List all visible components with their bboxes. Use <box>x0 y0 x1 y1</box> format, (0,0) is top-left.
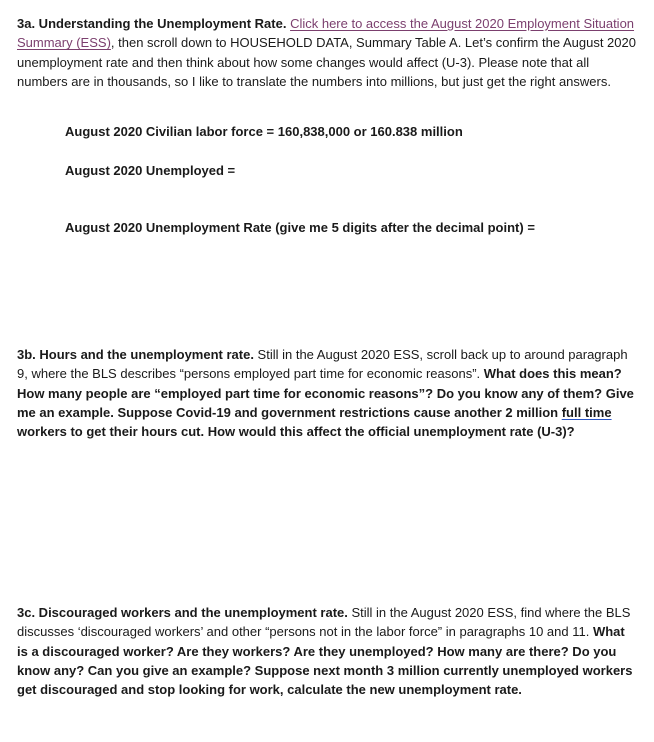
section-3c-questions: What is a discouraged worker? Are they workers? Are they unemployed? How many are there? Do you know any? Can you give an example? Suppose next month 3 million currently unemployed workers get discouraged and stop looking for work, calculate the new unemployment rate. <box>17 624 633 698</box>
full-time-underlined: full time <box>561 404 612 420</box>
section-3b-questions-2: workers to get their hours cut. How would this affect the official unemployment rate (U-3)? <box>17 424 575 440</box>
section-3a-paragraph <box>17 14 637 91</box>
section-3b-heading: 3b. Hours and the unemployment rate. <box>17 347 254 362</box>
section-3a-body: , then scroll down to HOUSEHOLD DATA, Summary Table A. Let’s confirm the August 2020 unemployment rate and then think about how some changes would affect (U-3). Please note that all numbers are in thousands, so I like to translate the numbers into millions, but just get the right answers. <box>17 35 636 89</box>
section-3b-paragraph <box>17 345 637 441</box>
section-3b-body: Still in the August 2020 ESS, scroll back up to around paragraph 9, where the BLS describes “persons employed part time for economic reasons”. <box>17 347 628 382</box>
unemployed-line: August 2020 Unemployed = <box>65 163 236 178</box>
unemployment-rate-line: August 2020 Unemployment Rate (give me 5 digits after the decimal point) = <box>65 220 535 235</box>
section-3c-paragraph <box>17 603 637 699</box>
section-3c-body: Still in the August 2020 ESS, find where the BLS discusses ‘discouraged workers’ and other “persons not in the labor force” in paragraphs 10 and 11. <box>17 605 631 640</box>
section-3b-questions-1: What does this mean? How many people are “employed part time for economic reasons”? Do you know any of them? Give me an example. Suppose Covid-19 and government restrictions cause another 2 million <box>17 366 634 420</box>
section-3c-heading: 3c. Discouraged workers and the unemployment rate. <box>17 605 348 620</box>
labor-force-line: August 2020 Civilian labor force = 160,838,000 or 160.838 million <box>65 124 463 139</box>
ess-link[interactable]: Click here to access the August 2020 Employment Situation Summary (ESS) <box>17 16 635 51</box>
section-3a-heading: 3a. Understanding the Unemployment Rate. <box>17 16 287 31</box>
